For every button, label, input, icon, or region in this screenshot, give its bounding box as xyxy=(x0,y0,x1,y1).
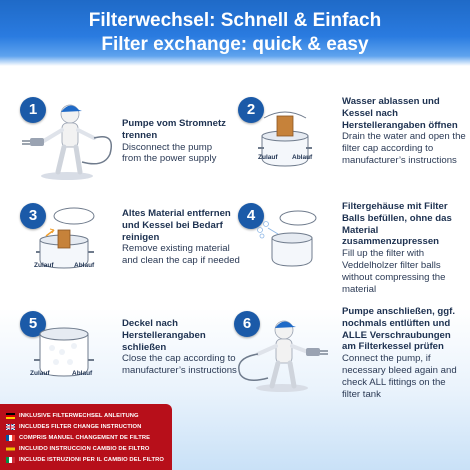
step-1-en: Disconnect the pump from the power supply xyxy=(122,141,217,165)
step-5-text xyxy=(122,318,242,377)
step-3-inlet-label: Zulauf xyxy=(34,262,54,269)
step-5-en: Close the cap according to manufacturer’s instructions xyxy=(122,353,237,377)
step-3-text xyxy=(122,208,240,267)
step-1-text xyxy=(122,118,232,165)
footer-text-it: INCLUDE ISTRUZIONI PER IL CAMBIO DEL FILTRO xyxy=(19,456,165,463)
step-2-de: Wasser ablassen und Kessel nach Herstellerangaben öffnen xyxy=(342,96,458,131)
german-flag-icon xyxy=(6,413,15,419)
step-6-text xyxy=(342,306,466,400)
title-english: Filter exchange: quick & easy xyxy=(101,34,369,55)
step-5-badge: 5 xyxy=(20,311,46,337)
step-3-outlet-label: Ablauf xyxy=(74,262,95,269)
step-1-de: Pumpe vom Stromnetz trennen xyxy=(122,118,226,141)
spanish-flag-icon xyxy=(6,446,15,452)
figure-plug-in-illustration xyxy=(228,312,336,394)
step-2-inlet-label: Zulauf xyxy=(258,154,278,161)
step-4-text xyxy=(342,201,466,295)
footer-line-es xyxy=(6,443,172,454)
figure-unplug-illustration xyxy=(12,92,122,182)
language-footer xyxy=(0,404,172,470)
footer-line-fr xyxy=(6,433,172,444)
footer-line-en xyxy=(6,422,172,433)
footer-line-it xyxy=(6,454,172,465)
title-german: Filterwechsel: Schnell & Einfach xyxy=(88,10,382,31)
footer-text-es: INCLUIDO INSTRUCCION CAMBIO DE FILTRO xyxy=(19,445,150,452)
step-2-en: Drain the water and open the filter cap according to manufacturer’s instructions xyxy=(342,131,466,166)
footer-text-en: INCLUDES FILTER CHANGE INSTRUCTION xyxy=(19,424,142,431)
tank-fill-illustration xyxy=(248,208,324,270)
step-5-de: Deckel nach Herstellerangaben schließen xyxy=(122,318,206,353)
footer-text-de: INKLUSIVE FILTERWECHSEL ANLEITUNG xyxy=(19,413,139,420)
step-3-badge: 3 xyxy=(20,203,46,229)
step-5-inlet-label: Zulauf xyxy=(30,370,50,377)
step-2-text xyxy=(342,96,466,167)
step-3-de: Altes Material entfernen und Kessel bei Bedarf reinigen xyxy=(122,208,231,243)
step-4-badge: 4 xyxy=(238,203,264,229)
step-6-en: Connect the pump, if necessary bleed again and check ALL fittings on the filter tank xyxy=(342,353,457,400)
uk-flag-icon xyxy=(6,424,15,430)
step-6-de: Pumpe anschließen, ggf. nochmals entlüften und ALLE Verschraubungen am Filterkessel prüfen xyxy=(342,306,456,353)
footer-line-de xyxy=(6,411,172,422)
step-3-en: Remove existing material and clean the cap if needed xyxy=(122,243,240,267)
step-5-outlet-label: Ablauf xyxy=(72,370,93,377)
step-6-badge: 6 xyxy=(234,311,260,337)
step-2-badge: 2 xyxy=(238,97,264,123)
italian-flag-icon xyxy=(6,457,15,463)
french-flag-icon xyxy=(6,435,15,441)
header-banner xyxy=(0,0,470,66)
step-4-en: Fill up the filter with Veddelholzer filter balls without compressing the material xyxy=(342,248,446,295)
step-1-badge: 1 xyxy=(20,97,46,123)
step-4-de: Filtergehäuse mit Filter Balls befüllen, ohne das Material zusammenzupressen xyxy=(342,201,452,248)
footer-text-fr: COMPRIS MANUEL CHANGEMENT DE FILTRE xyxy=(19,434,151,441)
step-2-outlet-label: Ablauf xyxy=(292,154,313,161)
